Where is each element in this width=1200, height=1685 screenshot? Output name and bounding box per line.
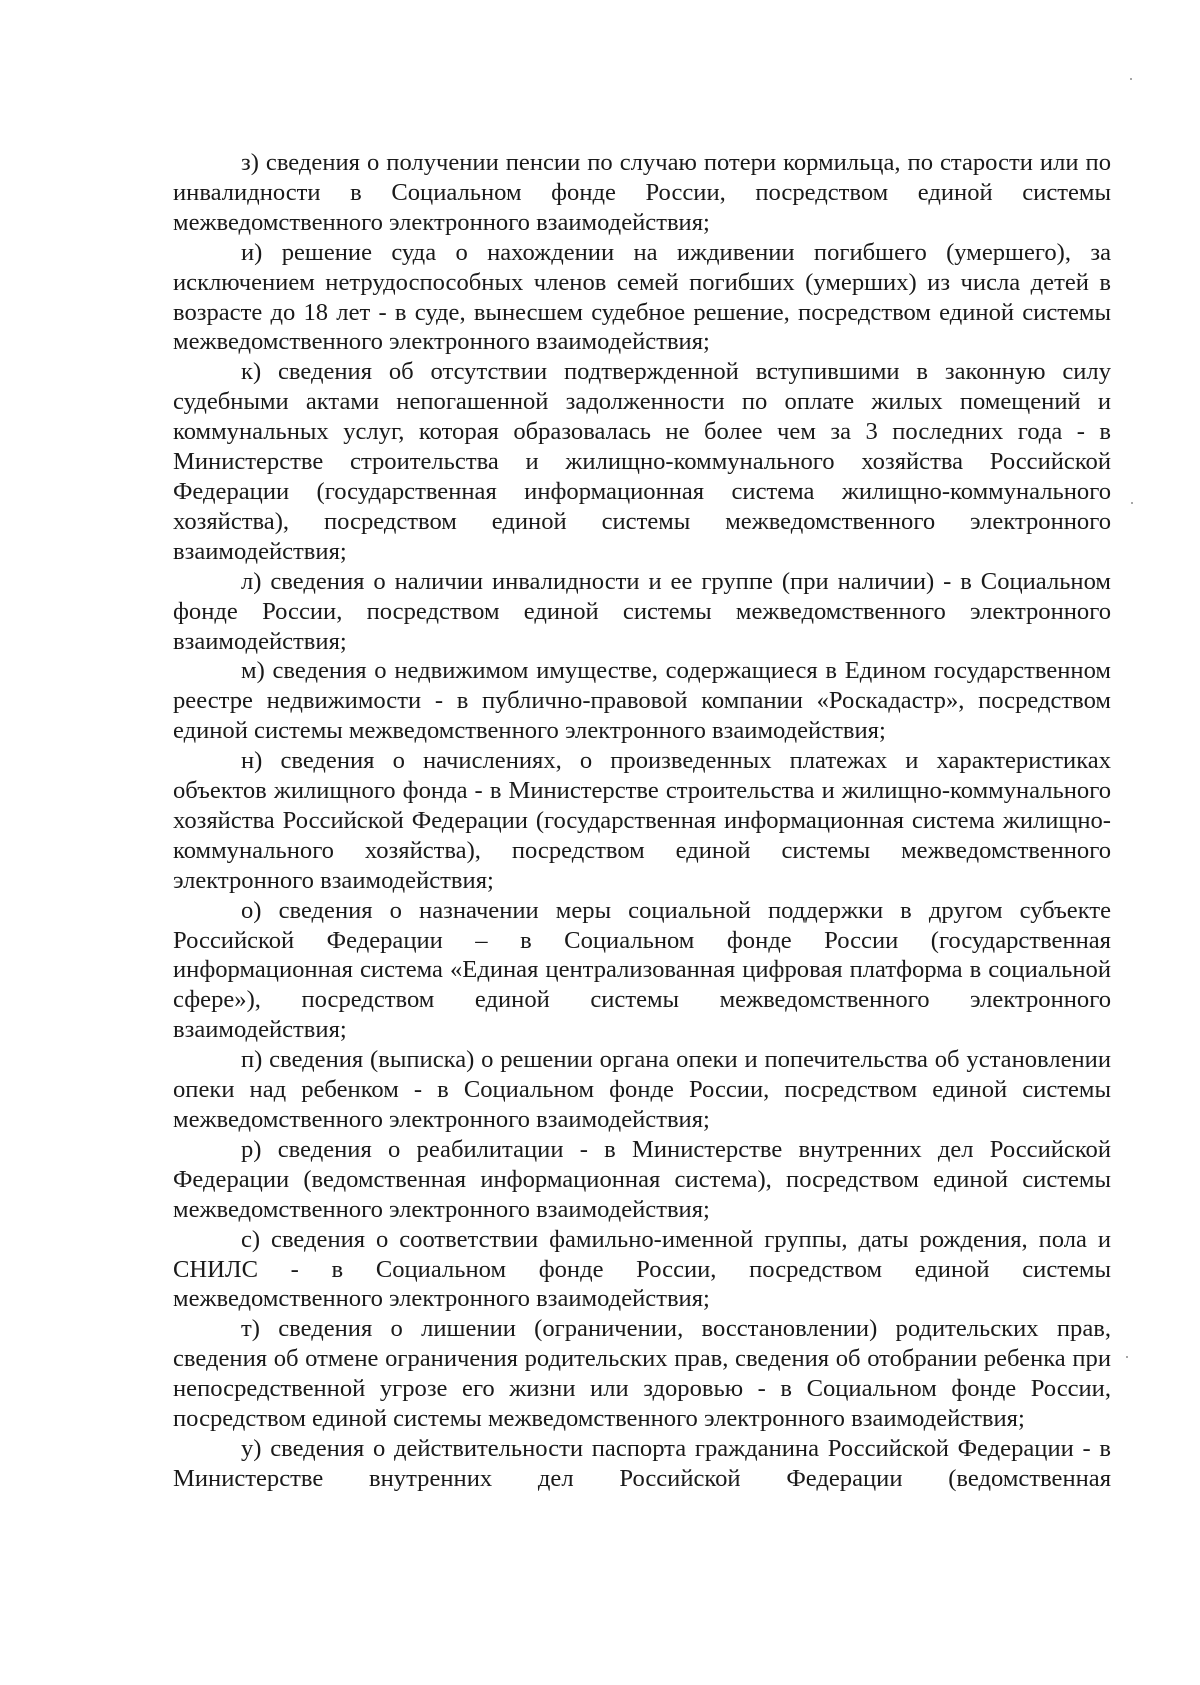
paragraph-r: р) сведения о реабилитации - в Министерстве внутренних дел Российской Федерации (ведомственная информационная система), посредством единой системы межведомственного электронного взаимодействия; <box>173 1135 1111 1223</box>
scan-speck <box>1130 78 1132 80</box>
paragraph-u: у) сведения о действительности паспорта гражданина Российской Федерации - в Министерстве внутренних дел Российской Федерации (ведомственная <box>173 1434 1111 1492</box>
scan-speck <box>1126 1356 1128 1358</box>
paragraph-s: с) сведения о соответствии фамильно-именной группы, даты рождения, пола и СНИЛС - в Социальном фонде России, посредством единой системы межведомственного электронного взаимодействия; <box>173 1225 1111 1313</box>
paragraph-m: м) сведения о недвижимом имуществе, содержащиеся в Едином государственном реестре недвижимости - в публично-правовой компании «Роскадастр», посредством единой системы межведомственного электронного взаимодействия; <box>173 657 1111 745</box>
scan-speck <box>1131 502 1133 504</box>
document-body <box>173 148 1111 1494</box>
paragraph-n: н) сведения о начислениях, о произведенных платежах и характеристиках объектов жилищного фонда - в Министерстве строительства и жилищно-коммунального хозяйства Российской Федерации (государственная информационная система жилищно-коммунального хозяйства), посредством единой системы межведомственного электронного взаимодействия; <box>173 747 1111 894</box>
paragraph-i: и) решение суда о нахождении на иждивении погибшего (умершего), за исключением нетрудоспособных членов семей погибших (умерших) из числа детей в возрасте до 18 лет - в суде, вынесшем судебное решение, посредством единой системы межведомственного электронного взаимодействия; <box>173 238 1111 356</box>
paragraph-k: к) сведения об отсутствии подтвержденной вступившими в законную силу судебными актами непогашенной задолженности по оплате жилых помещений и коммунальных услуг, которая образовалась не более чем за 3 последних года - в Министерстве строительства и жилищно-коммунального хозяйства Российской Федерации (государственная информационная система жилищно-коммунального хозяйства), посредством единой системы межведомственного электронного взаимодействия; <box>173 358 1111 565</box>
paragraph-z: з) сведения о получении пенсии по случаю потери кормильца, по старости или по инвалидности в Социальном фонде России, посредством единой системы межведомственного электронного взаимодействия; <box>173 149 1111 236</box>
paragraph-t: т) сведения о лишении (ограничении, восстановлении) родительских прав, сведения об отмене ограничения родительских прав, сведения об отобрании ребенка при непосредственной угрозе его жизни или здоровью - в Социальном фонде России, посредством единой системы межведомственного электронного взаимодействия; <box>173 1315 1111 1433</box>
paragraph-l: л) сведения о наличии инвалидности и ее группе (при наличии) - в Социальном фонде России, посредством единой системы межведомственного электронного взаимодействия; <box>173 567 1111 655</box>
paragraph-o: о) сведения о назначении меры социальной поддержки в другом субъекте Российской Федерации – в Социальном фонде России (государственная информационная система «Единая централизованная цифровая платформа в социальной сфере»), посредством единой системы межведомственного электронного взаимодействия; <box>173 896 1111 1044</box>
paragraph-p: п) сведения (выписка) о решении органа опеки и попечительства об установлении опеки над ребенком - в Социальном фонде России, посредством единой системы межведомственного электронного взаимодействия; <box>173 1046 1111 1133</box>
